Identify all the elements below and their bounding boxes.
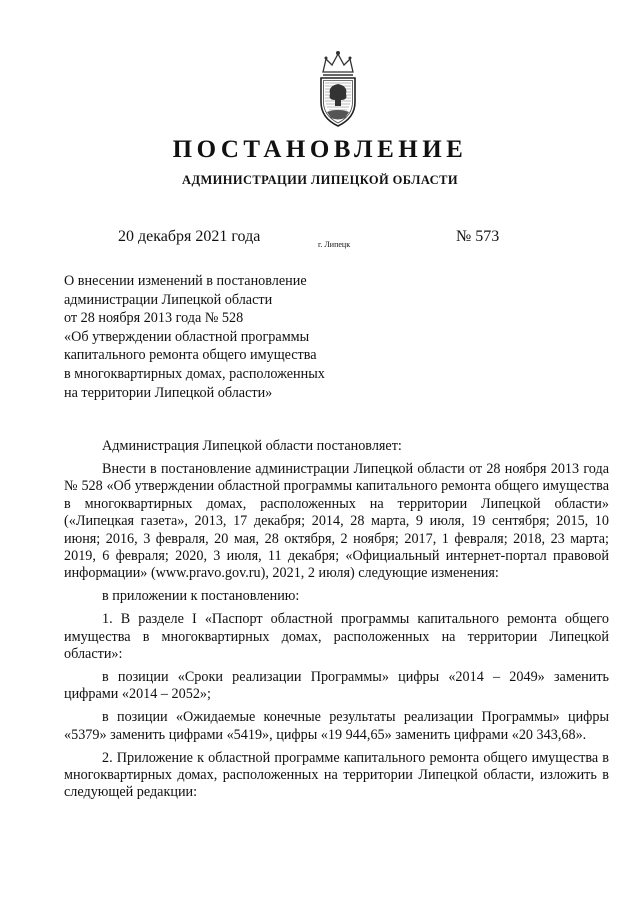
subject-line: в многоквартирных домах, расположенных [64,365,325,382]
subject-line: от 28 ноября 2013 года № 528 [64,310,244,327]
body-paragraph: в позиции «Сроки реализации Программы» цифры «2014 – 2049» заменить цифрами «2014 – 2052»; [64,668,609,703]
subject-line: «Об утверждении областной программы [64,328,310,345]
document-city: г. Липецк [318,240,351,249]
body-paragraph: Внести в постановление администрации Липецкой области от 28 ноября 2013 года № 528 «Об утверждении областной программы капитального ремонта общего имущества в многоквартирных домах, расположенных на территории Липецкой области» («Липецкая газета», 2013, 17 декабря; 2014, 28 марта, 9 июля, 19 сентября; 2015, 10 июня; 2016, 3 февраля, 20 мая, 28 октября, 2 ноября; 2017, 1 февраля; 2018, 23 марта; 2019, 6 февраля; 2020, 3 июля, 11 декабря; «Официальный интернет-портал правовой информации» (www.pravo.gov.ru), 2021, 2 июля) следующие изменения: [64,460,609,582]
document-subject [64,272,364,402]
body-paragraph: в позиции «Ожидаемые конечные результаты реализации Программы» цифры «5379» заменить цифрами «5419», цифры «19 944,65» заменить цифрами «20 343,68». [64,709,609,743]
document-number: № 573 [456,228,500,245]
document-subtitle: АДМИНИСТРАЦИИ ЛИПЕЦКОЙ ОБЛАСТИ [182,173,458,187]
body-paragraph: в приложении к постановлению: [102,588,300,605]
coat-of-arms-icon [313,50,363,128]
subject-line: администрации Липецкой области [64,291,273,308]
subject-line: на территории Липецкой области» [64,384,273,401]
document-date: 20 декабря 2021 года [118,228,261,245]
document-body [64,438,609,807]
subject-line: О внесении изменений в постановление [64,273,307,289]
subject-line: капитального ремонта общего имущества [64,347,317,364]
body-paragraph: 1. В разделе I «Паспорт областной программы капитального ремонта общего имущества в многоквартирных домах, расположенных на территории Липецкой области»: [64,611,609,662]
body-paragraph: 2. Приложение к областной программе капитального ремонта общего имущества в многоквартирных домах, расположенных на территории Липецкой области, изложить в следующей редакции: [64,749,609,801]
document-title: ПОСТАНОВЛЕНИЕ [172,136,468,163]
body-paragraph: Администрация Липецкой области постановляет: [102,438,402,454]
